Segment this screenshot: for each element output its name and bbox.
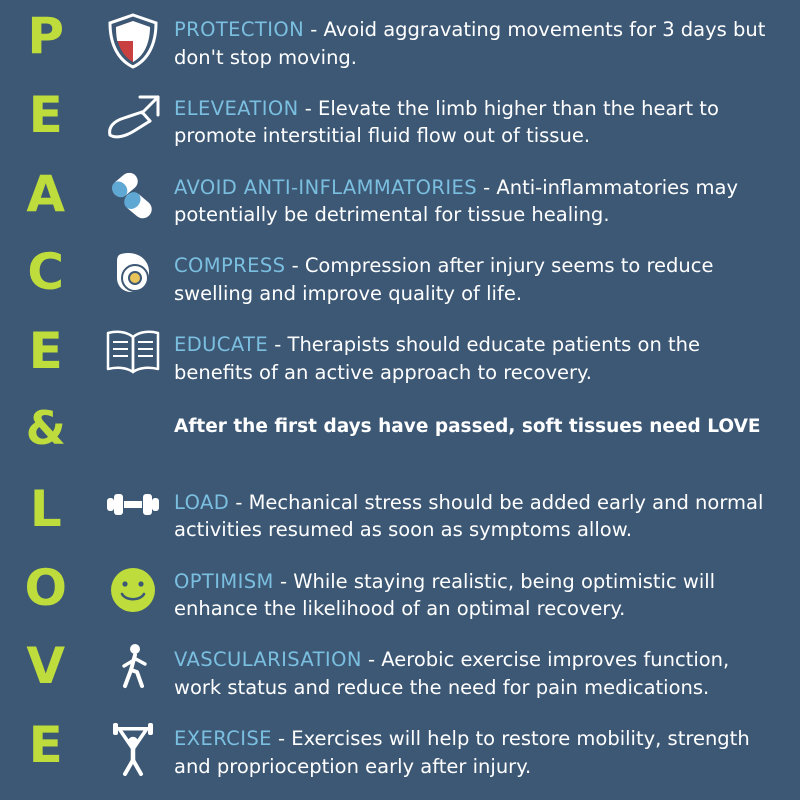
acronym-letter: A [26,164,66,223]
entry-description: Exercises will help to restore mobility, strength and proprioception early after injury. [174,727,750,778]
entry-term: ELEVEATION [174,96,299,120]
entry-term: OPTIMISM [174,569,274,593]
entry-separator: - [361,648,382,672]
list-item [0,6,782,85]
entry-separator: - [273,569,294,593]
entry-description: Compression after injury seems to reduce swelling and improve quality of life. [174,254,714,306]
acronym-letter-cell [0,85,92,142]
entry-paragraph [174,16,776,71]
weightlifter-icon [92,715,174,777]
list-item [0,479,782,558]
entry-paragraph [174,252,776,307]
acronym-letter-cell [0,715,92,775]
entry-text-cell [174,321,782,386]
entry-paragraph [174,725,776,780]
acronym-letter: E [28,85,64,144]
list-item [0,636,782,715]
acronym-letter-cell [0,164,92,221]
entry-text-cell [174,242,782,307]
entry-paragraph [174,646,776,701]
entry-text-cell [174,558,782,623]
acronym-letter: V [26,637,66,696]
entry-description: Elevate the limb higher than the heart to promote interstitial fluid flow out of tissue. [174,96,719,148]
entry-paragraph [174,174,776,229]
smiley-face-icon [92,558,174,616]
entry-separator: - [285,254,305,278]
walking-person-icon [92,636,174,696]
entry-description: Mechanical stress should be added early and normal activities resumed as soon as symptoms allow. [174,490,764,542]
entry-text-cell [174,164,782,229]
entry-description: While staying realistic, being optimistic will enhance the likelihood of an optimal recovery. [174,569,716,621]
list-item [0,558,782,637]
acronym-letter-cell [0,400,92,455]
entry-separator: - [229,490,249,514]
list-item [0,85,782,164]
acronym-letter: C [27,243,65,302]
acronym-letter: O [24,558,68,617]
list-item [0,164,782,243]
entry-term: PROTECTION [174,18,305,41]
entry-term: VASCULARISATION [174,648,362,672]
acronym-letter: & [25,400,67,455]
dumbbell-icon [92,479,174,525]
acronym-letter-cell [0,636,92,696]
entry-separator: - [476,175,497,199]
entry-term: EXERCISE [174,727,272,751]
acronym-letter-cell [0,558,92,615]
acronym-letter-cell [0,479,92,536]
entry-separator: - [271,727,292,751]
entry-text-cell [174,85,782,150]
acronym-letter: P [27,7,65,65]
entry-description: Anti-inflammatories may potentially be detrimental for tissue healing. [174,175,739,227]
entry-term: EDUCATE [174,333,269,357]
pills-capsule-icon [92,164,174,222]
entry-description: Avoid aggravating movements for 3 days but don't stop moving. [174,18,766,69]
entry-separator: - [268,333,288,357]
list-item [0,715,782,794]
acronym-letter-cell [0,321,92,381]
transition-note: After the first days have passed, soft tissues need LOVE [174,415,761,437]
open-book-icon [92,321,174,377]
entry-description: Therapists should educate patients on the benefits of an active approach to recovery. [174,333,701,384]
acronym-letter-cell [0,242,92,302]
entry-term: LOAD [174,490,230,514]
entry-text-cell [174,715,782,780]
list-item [0,321,782,400]
list-item-note [0,400,782,479]
elevation-arrow-icon [92,85,174,143]
acronym-letter: L [29,479,63,538]
entry-paragraph [174,568,776,623]
entry-separator: - [298,96,319,120]
entry-separator: - [304,18,324,41]
acronym-letter: E [28,716,64,775]
entry-text-cell [174,479,782,544]
bandage-roll-icon [92,242,174,300]
entry-term: COMPRESS [174,254,286,278]
entry-text-cell [174,636,782,701]
entry-description: Aerobic exercise improves function, work status and reduce the need for pain medications. [174,648,730,700]
entry-paragraph [174,95,776,150]
entry-text-cell [174,6,782,71]
entry-term: AVOID ANTI-INFLAMMATORIES [174,175,477,199]
entry-text-cell [174,400,782,440]
acronym-letter: E [28,322,64,381]
acronym-letter-cell [0,6,92,63]
list-item [0,242,782,321]
entry-paragraph [174,331,776,386]
shield-icon [92,6,174,70]
entry-paragraph [174,489,776,544]
